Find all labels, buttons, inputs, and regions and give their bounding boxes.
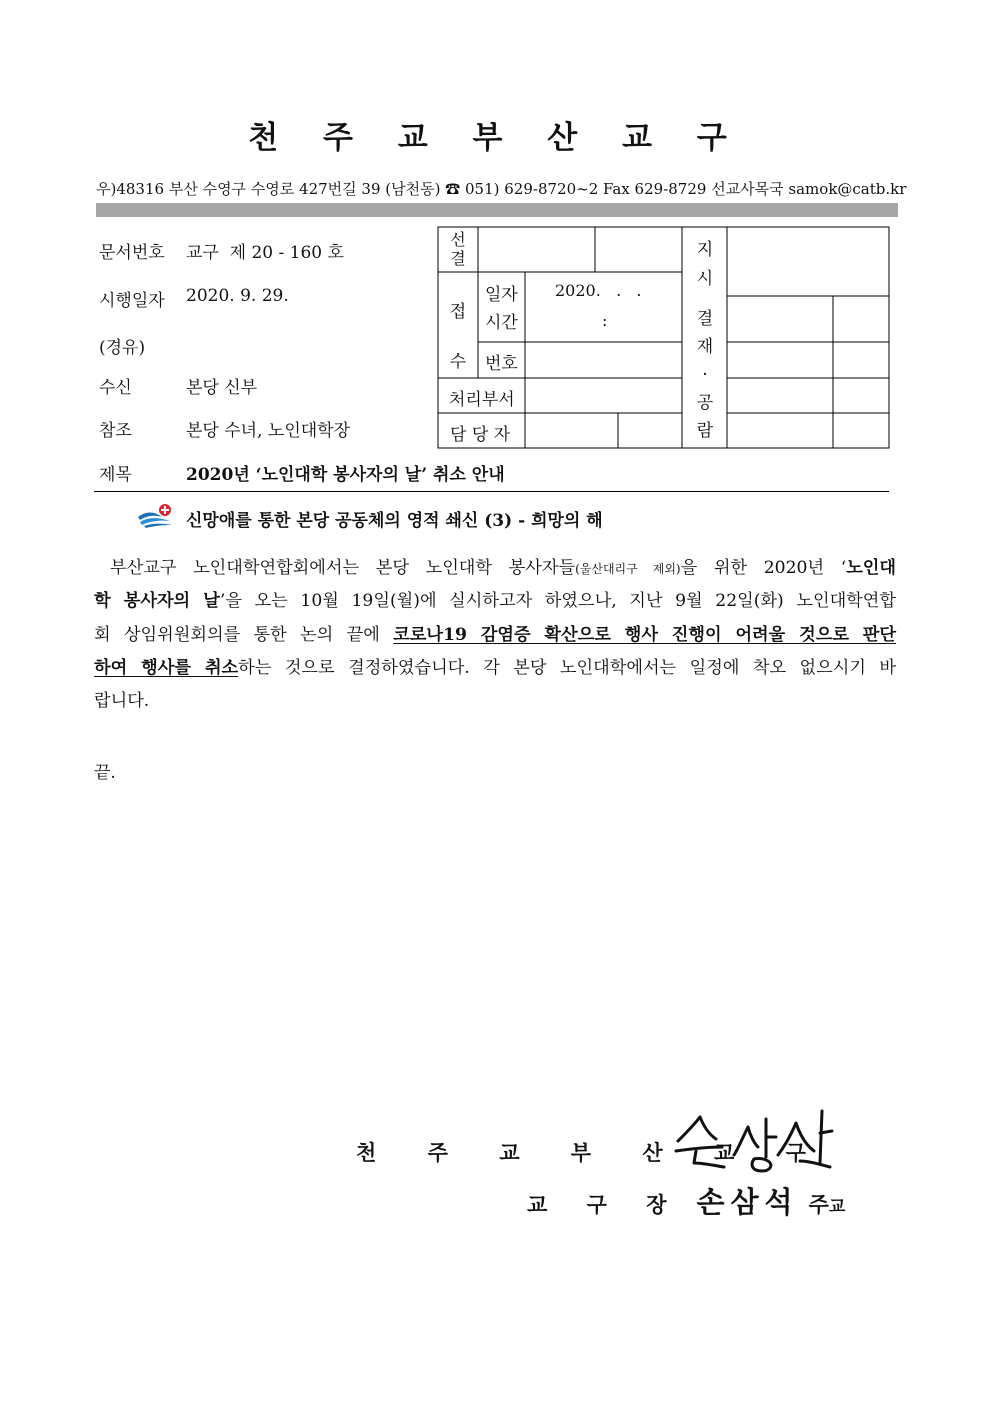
- receipt-time-value: :: [602, 311, 608, 330]
- signature-block: [527, 1180, 845, 1221]
- body-line-1: 부산교구 노인대학연합회에서는 본당 노인대학 봉사자들(울산대리구 제외)을 위한 2020년 ‘노인대: [110, 558, 896, 578]
- reference-label: 참조: [99, 421, 132, 441]
- body-line-4: 하여 행사를 취소하는 것으로 결정하였습니다. 각 본당 노인대학에서는 일정에 착오 없으시기 바: [94, 658, 896, 678]
- signature-organization: 천 주 교 부 산 교 구: [356, 1140, 828, 1165]
- pre-approval-label: 선 결: [450, 230, 466, 268]
- signature-suffix: 주교: [808, 1192, 846, 1217]
- issue-date-value: 2020. 9. 29.: [186, 286, 289, 306]
- processing-dept-label: 처리부서: [449, 390, 515, 410]
- doc-number-label: 문서번호: [99, 243, 165, 263]
- body-line-3: 회 상임위원회의를 통한 논의 끝에 코로나19 감염증 확산으로 행사 진행이 어려울 것으로 판단: [94, 625, 897, 645]
- instruction-label: 지 시: [696, 240, 714, 289]
- receipt-number-label: 번호: [485, 354, 518, 374]
- body-line-5: 랍니다.: [94, 691, 150, 711]
- issue-date-label: 시행일자: [99, 291, 165, 311]
- date-time-label: 일자 시간: [485, 285, 518, 333]
- signature-name: 손삼석: [696, 1185, 799, 1219]
- receipt-date-value: 2020. . .: [555, 281, 642, 300]
- approval-review-label: 결 재 · 공 람: [696, 309, 714, 441]
- recipient-value: 본당 신부: [186, 378, 258, 398]
- end-mark: 끝.: [94, 763, 116, 783]
- signature-role: 교 구 장: [527, 1192, 683, 1217]
- parish-logo-icon: [136, 503, 176, 533]
- subject-label: 제목: [99, 465, 132, 485]
- address-line: 우)48316 부산 수영구 수영로 427번길 39 (남천동) ☎ 051) 629-8720~2 Fax 629-8729 선교사목국 samok@catb.kr: [96, 180, 907, 198]
- subject-divider: [94, 491, 889, 492]
- slogan-text: 신망애를 통한 본당 공동체의 영적 쇄신 (3) - 희망의 해: [186, 510, 603, 531]
- receipt-label: 접 수: [449, 302, 467, 372]
- person-in-charge-label: 담 당 자: [450, 425, 511, 445]
- reference-value: 본당 수녀, 노인대학장: [186, 421, 351, 441]
- slogan: [136, 503, 603, 533]
- recipient-label: 수신: [99, 378, 132, 398]
- subject-value: 2020년 ‘노인대학 봉사자의 날’ 취소 안내: [186, 465, 505, 485]
- doc-number-value: 교구 제 20 - 160 호: [186, 243, 344, 263]
- handwritten-signature: [670, 1105, 850, 1185]
- via-label: (경유): [99, 338, 146, 358]
- organization-title: 천 주 교 부 산 교 구: [248, 120, 744, 156]
- body-line-2: 학 봉사자의 날’을 오는 10월 19일(월)에 실시하고자 하였으나, 지난 9월 22일(화) 노인대학연합: [94, 591, 896, 611]
